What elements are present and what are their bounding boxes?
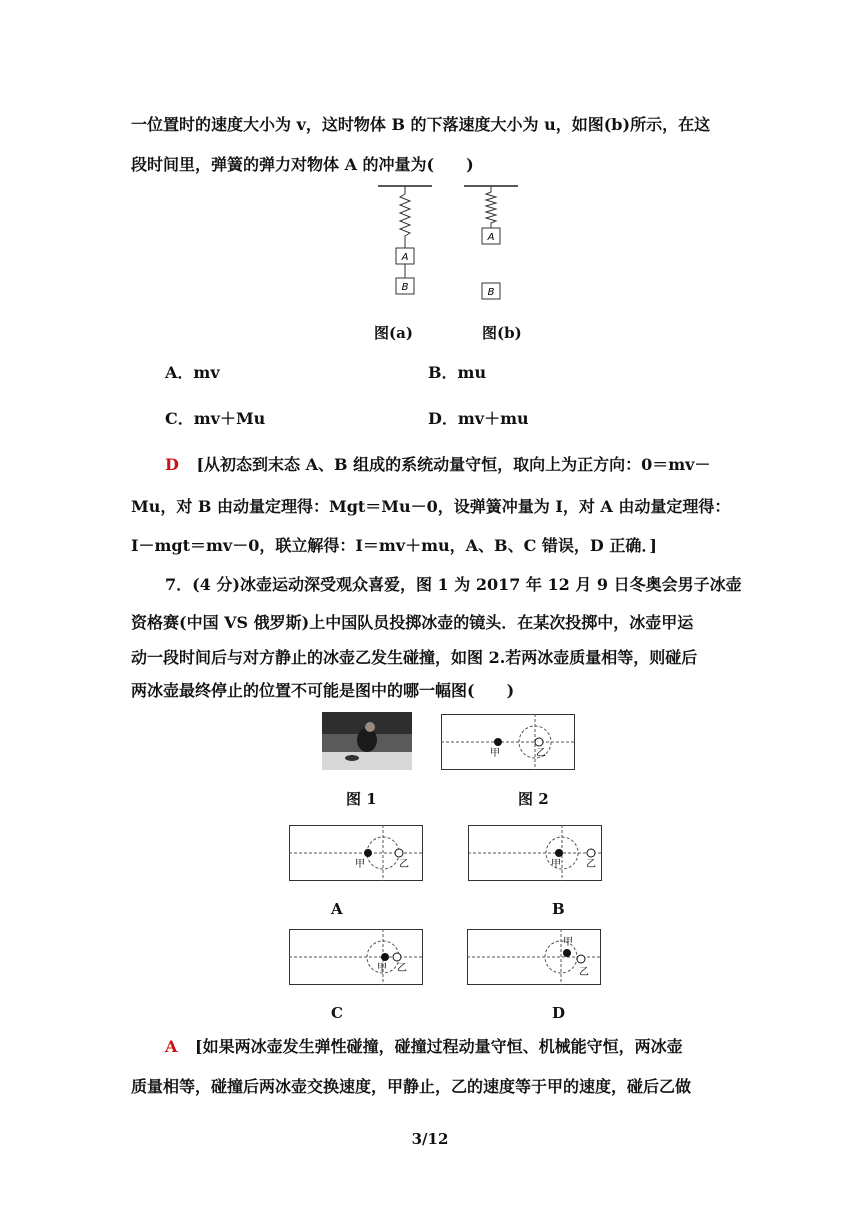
q6-answer-line-2: Mu，对 B 由动量定理得：Mgt＝Mu－0，设弹簧冲量为 I，对 A 由动量定理得：: [131, 497, 731, 516]
option-c: C．mv＋Mu: [165, 409, 266, 428]
q7-line-3: 动一段时间后与对方静止的冰壶乙发生碰撞，如图 2.若两冰壶质量相等，则碰后: [131, 648, 698, 667]
option-b: B．mu: [428, 363, 487, 382]
q6-answer-letter: D: [165, 455, 179, 474]
option-b-caption: B: [552, 900, 565, 918]
option-b-rink: [468, 825, 602, 881]
yi-label: 乙: [536, 748, 546, 759]
figure-a-caption: 图(a): [374, 324, 413, 342]
page-number: 3/12: [411, 1130, 449, 1148]
q7-line-2: 资格赛(中国 VS 俄罗斯)上中国队员投掷冰壶的镜头．在某次投掷中，冰壶甲运: [131, 613, 694, 632]
figure-2-rink: [441, 714, 575, 770]
option-c-caption: C: [331, 1004, 343, 1022]
spring-blocks-figure: [370, 182, 530, 307]
option-d: D．mv＋mu: [428, 409, 529, 428]
figure-1-caption: 图 1: [346, 790, 377, 808]
option-a: A．mv: [165, 363, 220, 382]
yi-label: 乙: [397, 963, 407, 974]
stone-jia-icon: [494, 738, 502, 746]
q6-answer-text-1: [从初态到末态 A、B 组成的系统动量守恒，取向上为正方向：0＝mv－: [196, 455, 711, 474]
jia-label: 甲: [355, 859, 365, 870]
stone-jia-icon: [364, 849, 372, 857]
q7-answer-text-1: [如果两冰壶发生弹性碰撞，碰撞过程动量守恒、机械能守恒，两冰壶: [195, 1037, 683, 1056]
option-a-caption: A: [331, 900, 343, 918]
intro-line-1: 一位置时的速度大小为 v，这时物体 B 的下落速度大小为 u，如图(b)所示，在这: [131, 115, 711, 134]
curling-photo: [322, 712, 412, 770]
q7-answer-letter: A: [165, 1037, 178, 1056]
stone-yi-icon: [535, 738, 543, 746]
q6-answer-line-3: I－mgt＝mv－0，联立解得：I＝mv＋mu，A、B、C 错误，D 正确．]: [131, 536, 657, 555]
block-b-label-a: B: [401, 282, 409, 293]
option-a-rink: [289, 825, 423, 881]
figure-2-caption: 图 2: [518, 790, 549, 808]
option-d-rink: [467, 929, 601, 985]
block-a-label-a: A: [401, 252, 409, 263]
jia-label: 甲: [563, 937, 573, 948]
jia-label: 甲: [551, 859, 561, 870]
q7-answer-line-1: [165, 1034, 683, 1057]
jia-label: 甲: [490, 748, 500, 759]
option-c-rink: [289, 929, 423, 985]
stone-jia-icon: [555, 849, 563, 857]
stone-yi-icon: [395, 849, 403, 857]
q7-answer-line-2: 质量相等，碰撞后两冰壶交换速度，甲静止，乙的速度等于甲的速度，碰后乙做: [131, 1077, 692, 1096]
figure-b-caption: 图(b): [482, 324, 522, 342]
stone-yi-icon: [577, 955, 585, 963]
block-b-label-b: B: [487, 287, 495, 298]
spring-b-icon: [486, 186, 496, 228]
q6-answer-line-1: [165, 452, 710, 475]
stone-yi-icon: [393, 953, 401, 961]
block-a-label-b: A: [487, 232, 495, 243]
yi-label: 乙: [579, 967, 589, 978]
stone-jia-icon: [381, 953, 389, 961]
yi-label: 乙: [586, 859, 596, 870]
yi-label: 乙: [399, 859, 409, 870]
stone-jia-icon: [563, 949, 571, 957]
q7-line-1: 7．(4 分)冰壶运动深受观众喜爱，图 1 为 2017 年 12 月 9 日冬奥会男子冰壶: [165, 575, 742, 594]
option-d-caption: D: [552, 1004, 566, 1022]
q7-line-4: 两冰壶最终停止的位置不可能是图中的哪一幅图( ): [131, 681, 515, 700]
stone-yi-icon: [587, 849, 595, 857]
intro-line-2: 段时间里，弹簧的弹力对物体 A 的冲量为( ): [131, 155, 474, 174]
jia-label: 甲: [377, 963, 387, 974]
spring-a-icon: [400, 186, 410, 248]
